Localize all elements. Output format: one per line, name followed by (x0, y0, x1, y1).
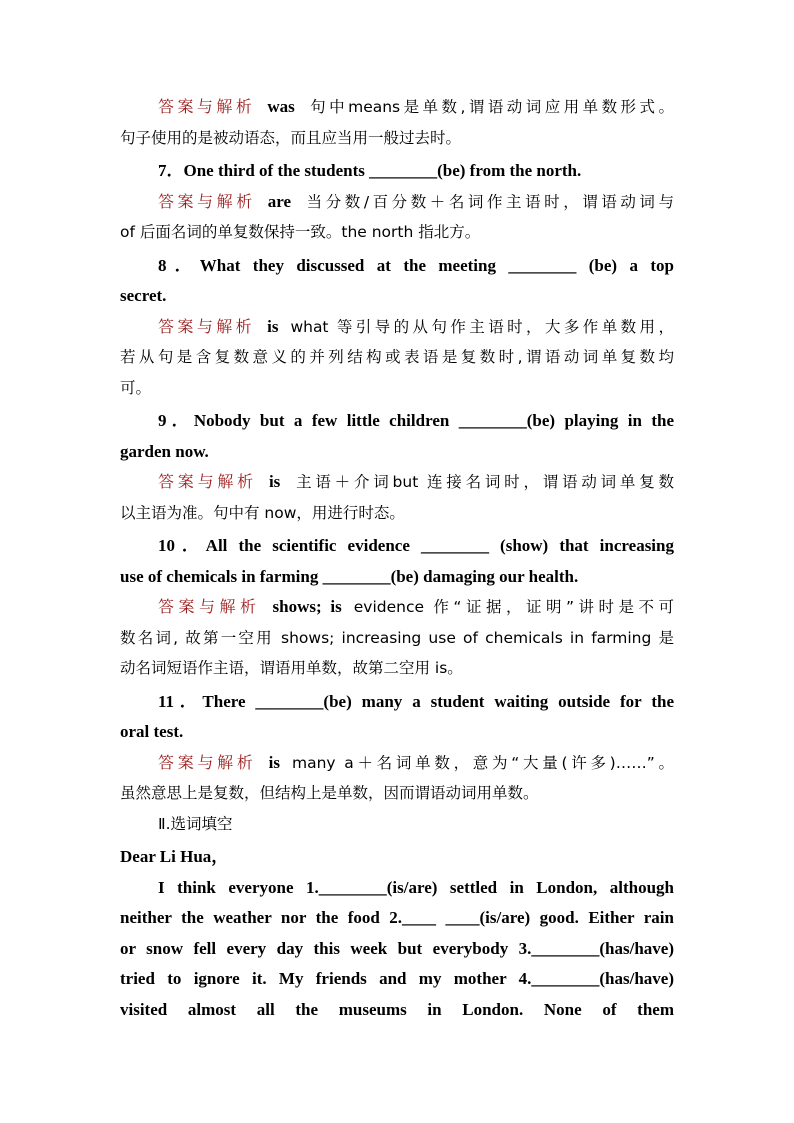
answer-value: was (267, 97, 295, 116)
question-9-line: 9．Nobody but a few little children ________(be) playing in the (158, 411, 674, 430)
explanation-text: 当分数/百分数＋名词作主语时，谓语动词与 (303, 192, 674, 211)
question-8-line-2: secret. (120, 286, 167, 305)
section-title: Ⅱ.选词填空 (158, 814, 233, 833)
answer-line (120, 92, 674, 123)
letter-line: or snow fell every day this week but everybody 3.________(has/have) (120, 938, 674, 958)
letter-line: tried to ignore it. My friends and my mother 4.________(has/have) (120, 969, 674, 988)
explanation-line: 以主语为准。句中有 now，用进行时态。 (120, 503, 405, 522)
question-11-line-2: oral test. (120, 722, 184, 741)
answer-value: is (268, 752, 280, 772)
explanation-line: 数名词, 故第一空用 shows; increasing use of chemicals in farming 是 (120, 628, 674, 647)
explanation-text: many a＋名词单数，意为“大量(许多)……”。 (291, 753, 674, 772)
question-7-line: 7．One third of the students ________(be) from the north. (158, 161, 582, 180)
answer-label: 答案与解析 (158, 97, 256, 116)
explanation-text: evidence 作“证据，证明”讲时是不可 (353, 598, 674, 616)
answer-line (120, 187, 674, 218)
letter-line: I think everyone 1.________(is/are) settled in London, although (158, 877, 674, 897)
answer-label: 答案与解析 (158, 191, 256, 211)
explanation-line: 虽然意思上是复数，但结构上是单数，因而谓语动词用单数。 (120, 784, 539, 802)
explanation-line: 若从句是含复数意义的并列结构或表语是复数时,谓语动词单复数均 (120, 348, 674, 366)
explanation-text: what 等引导的从句作主语时，大多作单数用， (290, 317, 674, 336)
question-8-line: 8．What they discussed at the meeting ________ (be) a top (158, 255, 674, 275)
answer-label: 答案与解析 (158, 316, 256, 336)
explanation-line: of 后面名词的单复数保持一致。the north 指北方。 (120, 223, 481, 241)
answer-label: 答案与解析 (158, 597, 261, 616)
answer-value: shows; is (272, 597, 342, 616)
answer-line (120, 748, 674, 779)
question-10-line-2: use of chemicals in farming ________(be) damaging our health. (120, 566, 579, 586)
page-content (120, 92, 674, 1025)
answer-value: is (267, 316, 279, 336)
question-9-line-2: garden now. (120, 441, 209, 461)
answer-line (120, 467, 674, 498)
answer-label: 答案与解析 (158, 472, 257, 491)
answer-value: is (268, 472, 281, 491)
letter-line: neither the weather nor the food 2.____ ____(is/are) good. Either rain (120, 908, 674, 927)
answer-line (120, 592, 674, 623)
explanation-line: 动名词短语作主语，谓语用单数，故第二空用 is。 (120, 659, 463, 677)
question-10-line: 10．All the scientific evidence ________ (show) that increasing (158, 536, 674, 555)
explanation-text: 主语＋介词but 连接名词时，谓语动词单复数 (292, 473, 674, 491)
letter-line: visited almost all the museums in London. None of them (120, 999, 674, 1019)
explanation-line: 可。 (120, 378, 152, 397)
letter-greeting: Dear Li Hua， (120, 847, 229, 866)
explanation-line: 句子使用的是被动语态，而且应当用一般过去时。 (120, 128, 462, 147)
answer-value: are (267, 191, 292, 211)
explanation-text: 句中means是单数,谓语动词应用单数形式。 (306, 98, 674, 116)
question-11-line: 11．There ________(be) many a student waiting outside for the (158, 691, 674, 711)
answer-label: 答案与解析 (158, 752, 257, 772)
answer-line (120, 312, 674, 343)
